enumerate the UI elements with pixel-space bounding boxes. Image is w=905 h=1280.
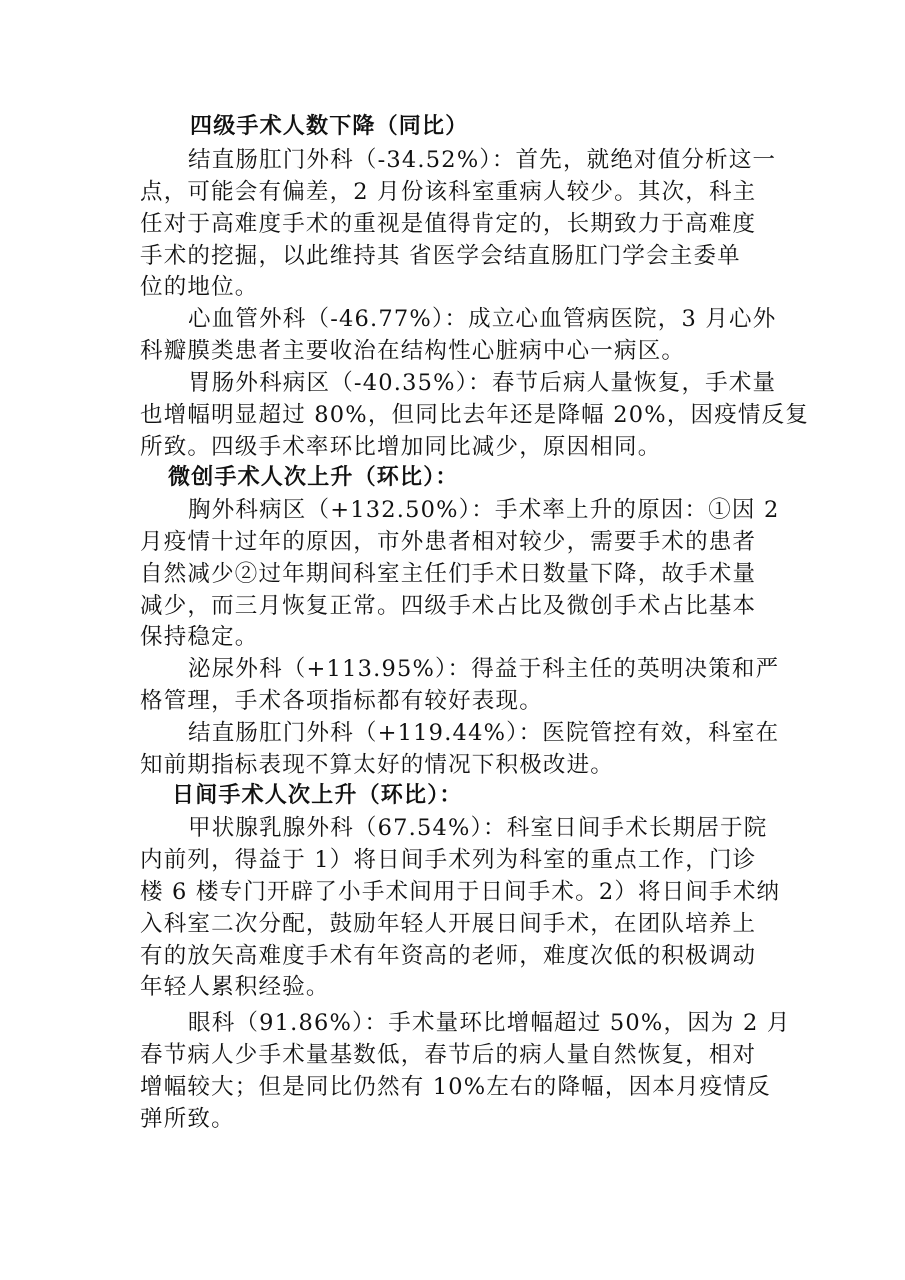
- paragraph-line: 科瓣膜类患者主要收治在结构性心脏病中心一病区。: [140, 338, 686, 364]
- paragraph-line: 所致。四级手术率环比增加同比减少，原因相同。: [140, 434, 662, 460]
- paragraph-line: 胃肠外科病区（-40.35%）：春节后病人量恢复，手术量: [188, 370, 777, 396]
- paragraph-line: 点，可能会有偏差，2 月份该科室重病人较少。其次，科主: [140, 179, 757, 205]
- section-heading: 微创手术人次上升（环比）：: [168, 465, 459, 490]
- paragraph-line: 也增幅明显超过 80%，但同比去年还是降幅 20%，因疫情反复: [140, 402, 810, 428]
- paragraph-line: 位的地位。: [140, 274, 259, 300]
- paragraph-line: 手术的挖掘，以此维持其 省医学会结直肠肛门学会主委单: [140, 243, 741, 269]
- paragraph-line: 减少，而三月恢复正常。四级手术占比及微创手术占比基本: [140, 593, 757, 619]
- paragraph-line: 任对于高难度手术的重视是值得肯定的，长期致力于高难度: [140, 211, 757, 237]
- paragraph-line: 月疫情十过年的原因，市外患者相对较少，需要手术的患者: [140, 529, 757, 555]
- paragraph-line: 自然减少②过年期间科室主任们手术日数量下降，故手术量: [140, 561, 757, 587]
- section-heading: 四级手术人数下降（同比）: [190, 114, 469, 139]
- paragraph-line: 结直肠肛门外科（-34.52%）：首先，就绝对值分析这一: [188, 147, 777, 173]
- paragraph-line: 春节病人少手术量基数低，春节后的病人量自然恢复，相对: [140, 1042, 757, 1068]
- paragraph-line: 泌尿外科（+113.95%）：得益于科主任的英明决策和严: [188, 656, 780, 682]
- paragraph-line: 心血管外科（-46.77%）：成立心血管病医院，3 月心外: [188, 306, 777, 332]
- paragraph-line: 结直肠肛门外科（+119.44%）：医院管控有效，科室在: [188, 720, 780, 746]
- paragraph-line: 格管理，手术各项指标都有较好表现。: [140, 688, 543, 714]
- paragraph-line: 内前列，得益于 1）将日间手术列为科室的重点工作，门诊: [140, 847, 757, 873]
- paragraph-line: 胸外科病区（+132.50%）：手术率上升的原因：①因 2: [188, 497, 780, 523]
- paragraph-line: 弹所致。: [140, 1106, 235, 1132]
- paragraph-line: 年轻人累积经验。: [140, 974, 330, 1000]
- paragraph-line: 眼科（91.86%）：手术量环比增幅超过 50%，因为 2 月: [188, 1010, 791, 1036]
- section-heading: 日间手术人次上升（环比）：: [172, 783, 463, 808]
- paragraph-line: 知前期指标表现不算太好的情况下积极改进。: [140, 752, 615, 778]
- paragraph-line: 入科室二次分配，鼓励年轻人开展日间手术，在团队培养上: [140, 911, 757, 937]
- paragraph-line: 保持稳定。: [140, 624, 259, 650]
- paragraph-line: 增幅较大；但是同比仍然有 10%左右的降幅，因本月疫情反: [140, 1074, 771, 1100]
- paragraph-line: 有的放矢高难度手术有年资高的老师，难度次低的积极调动: [140, 943, 757, 969]
- paragraph-line: 楼 6 楼专门开辟了小手术间用于日间手术。2）将日间手术纳: [140, 879, 781, 905]
- paragraph-line: 甲状腺乳腺外科（67.54%）：科室日间手术长期居于院: [188, 815, 768, 841]
